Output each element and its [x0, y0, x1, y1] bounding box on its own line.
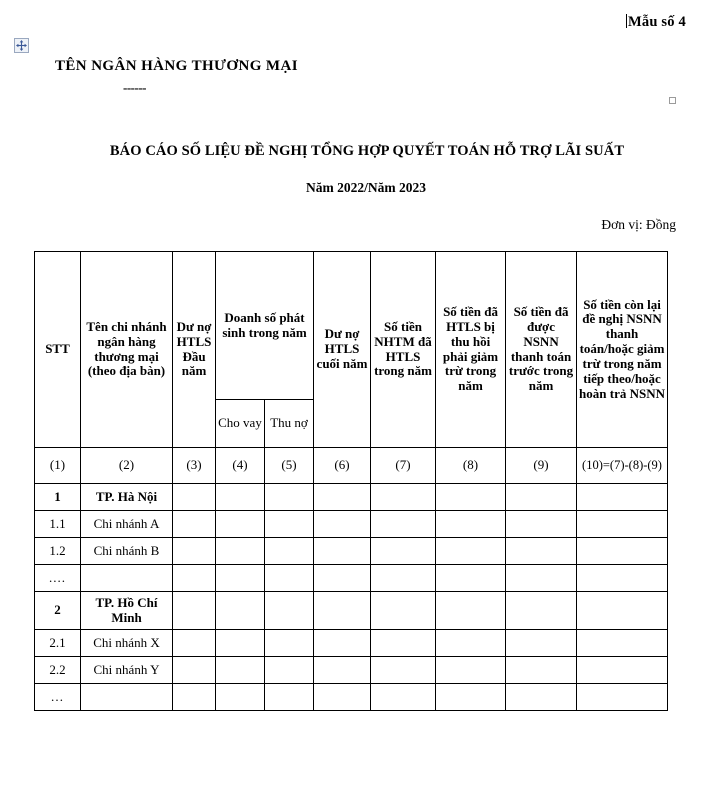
row-stt: … — [35, 684, 81, 711]
row-value-cell[interactable] — [436, 592, 506, 630]
row-value-cell[interactable] — [506, 630, 577, 657]
colnum-5: (5) — [265, 448, 314, 484]
row-value-cell[interactable] — [173, 538, 216, 565]
header-branch-name: Tên chi nhánh ngân hàng thương mại (theo địa bàn) — [81, 252, 173, 448]
colnum-8: (8) — [436, 448, 506, 484]
table-move-handle-icon[interactable] — [14, 38, 29, 53]
row-value-cell[interactable] — [314, 565, 371, 592]
header-turnover-group: Doanh số phát sinh trong năm — [216, 252, 314, 400]
report-table — [34, 251, 668, 711]
row-stt: 1 — [35, 484, 81, 511]
row-value-cell[interactable] — [216, 684, 265, 711]
row-branch-name — [81, 684, 173, 711]
table-row — [35, 538, 668, 565]
row-value-cell[interactable] — [577, 657, 668, 684]
row-value-cell[interactable] — [265, 684, 314, 711]
row-value-cell[interactable] — [371, 565, 436, 592]
row-value-cell[interactable] — [506, 657, 577, 684]
row-value-cell[interactable] — [216, 484, 265, 511]
page-subtitle: Năm 2022/Năm 2023 — [306, 180, 426, 195]
header-opening-balance: Dư nợ HTLS Đầu năm — [173, 252, 216, 448]
row-branch-name: TP. Hà Nội — [81, 484, 173, 511]
row-value-cell[interactable] — [314, 592, 371, 630]
row-value-cell[interactable] — [371, 684, 436, 711]
row-value-cell[interactable] — [216, 630, 265, 657]
colnum-4: (4) — [216, 448, 265, 484]
header-turnover-lending: Cho vay — [216, 400, 265, 448]
row-value-cell[interactable] — [314, 484, 371, 511]
row-value-cell[interactable] — [371, 630, 436, 657]
row-value-cell[interactable] — [436, 630, 506, 657]
row-value-cell[interactable] — [314, 684, 371, 711]
form-code-text: Mẫu số 4 — [628, 14, 686, 30]
text-cursor — [626, 14, 627, 28]
colnum-6: (6) — [314, 448, 371, 484]
row-value-cell[interactable] — [371, 592, 436, 630]
row-value-cell[interactable] — [173, 657, 216, 684]
row-value-cell[interactable] — [577, 684, 668, 711]
row-value-cell[interactable] — [265, 630, 314, 657]
row-value-cell[interactable] — [265, 592, 314, 630]
row-value-cell[interactable] — [577, 484, 668, 511]
object-anchor-icon — [669, 97, 676, 104]
header-remaining-request: Số tiền còn lại đề nghị NSNN thanh toán/hoặc giảm trừ trong năm tiếp theo/hoặc hoàn trả NSNN — [577, 252, 668, 448]
colnum-9: (9) — [506, 448, 577, 484]
row-value-cell[interactable] — [265, 484, 314, 511]
row-value-cell[interactable] — [173, 592, 216, 630]
header-closing-balance: Dư nợ HTLS cuối năm — [314, 252, 371, 448]
row-value-cell[interactable] — [216, 538, 265, 565]
row-value-cell[interactable] — [577, 565, 668, 592]
row-value-cell[interactable] — [577, 592, 668, 630]
table-row — [35, 657, 668, 684]
column-number-row — [35, 448, 668, 484]
header-stt: STT — [35, 252, 81, 448]
row-value-cell[interactable] — [577, 630, 668, 657]
row-value-cell[interactable] — [371, 538, 436, 565]
row-value-cell[interactable] — [265, 511, 314, 538]
row-stt: 2.1 — [35, 630, 81, 657]
row-value-cell[interactable] — [173, 630, 216, 657]
row-value-cell[interactable] — [173, 565, 216, 592]
bank-name-label: TÊN NGÂN HÀNG THƯƠNG MẠI — [55, 58, 298, 74]
header-bank-subsidy: Số tiền NHTM đã HTLS trong năm — [371, 252, 436, 448]
table-header-row — [35, 252, 668, 400]
row-value-cell[interactable] — [436, 484, 506, 511]
row-branch-name: Chi nhánh X — [81, 630, 173, 657]
row-branch-name: Chi nhánh Y — [81, 657, 173, 684]
row-value-cell[interactable] — [314, 511, 371, 538]
table-row — [35, 484, 668, 511]
page-title: BÁO CÁO SỐ LIỆU ĐỀ NGHỊ TỔNG HỢP QUYẾT TOÁN HỖ TRỢ LÃI SUẤT — [109, 143, 625, 159]
row-value-cell[interactable] — [436, 538, 506, 565]
row-value-cell[interactable] — [506, 565, 577, 592]
row-value-cell[interactable] — [265, 538, 314, 565]
row-value-cell[interactable] — [506, 511, 577, 538]
form-code — [626, 14, 686, 31]
table-body — [35, 484, 668, 711]
row-value-cell[interactable] — [216, 511, 265, 538]
table-row — [35, 565, 668, 592]
row-value-cell[interactable] — [173, 484, 216, 511]
row-value-cell[interactable] — [436, 657, 506, 684]
row-value-cell[interactable] — [506, 592, 577, 630]
table-row — [35, 592, 668, 630]
table-row — [35, 630, 668, 657]
row-branch-name: Chi nhánh B — [81, 538, 173, 565]
row-stt: 1.2 — [35, 538, 81, 565]
row-value-cell[interactable] — [506, 684, 577, 711]
row-value-cell[interactable] — [265, 565, 314, 592]
table-row — [35, 684, 668, 711]
bank-name-rule: ------ — [123, 80, 146, 95]
colnum-1: (1) — [35, 448, 81, 484]
row-branch-name: TP. Hồ Chí Minh — [81, 592, 173, 630]
row-value-cell[interactable] — [436, 565, 506, 592]
table-row — [35, 511, 668, 538]
row-stt: 1.1 — [35, 511, 81, 538]
row-value-cell[interactable] — [216, 565, 265, 592]
header-turnover-collection: Thu nợ — [265, 400, 314, 448]
row-value-cell[interactable] — [371, 511, 436, 538]
header-prepaid-by-budget: Số tiền đã được NSNN thanh toán trước trong năm — [506, 252, 577, 448]
currency-unit-label: Đơn vị: Đồng — [601, 217, 676, 232]
row-value-cell[interactable] — [265, 657, 314, 684]
row-value-cell[interactable] — [173, 511, 216, 538]
row-value-cell[interactable] — [173, 684, 216, 711]
row-branch-name — [81, 565, 173, 592]
row-value-cell[interactable] — [314, 630, 371, 657]
row-value-cell[interactable] — [577, 538, 668, 565]
row-value-cell[interactable] — [371, 484, 436, 511]
row-value-cell[interactable] — [216, 657, 265, 684]
row-value-cell[interactable] — [506, 484, 577, 511]
row-value-cell[interactable] — [314, 657, 371, 684]
colnum-7: (7) — [371, 448, 436, 484]
row-value-cell[interactable] — [314, 538, 371, 565]
row-stt: 2.2 — [35, 657, 81, 684]
row-value-cell[interactable] — [436, 684, 506, 711]
row-value-cell[interactable] — [436, 511, 506, 538]
header-recovered: Số tiền đã HTLS bị thu hồi phải giảm trừ trong năm — [436, 252, 506, 448]
colnum-3: (3) — [173, 448, 216, 484]
row-value-cell[interactable] — [506, 538, 577, 565]
row-value-cell[interactable] — [371, 657, 436, 684]
row-value-cell[interactable] — [577, 511, 668, 538]
row-stt: 2 — [35, 592, 81, 630]
colnum-2: (2) — [81, 448, 173, 484]
row-value-cell[interactable] — [216, 592, 265, 630]
colnum-10: (10)=(7)-(8)-(9) — [577, 448, 668, 484]
row-branch-name: Chi nhánh A — [81, 511, 173, 538]
row-stt: .... — [35, 565, 81, 592]
